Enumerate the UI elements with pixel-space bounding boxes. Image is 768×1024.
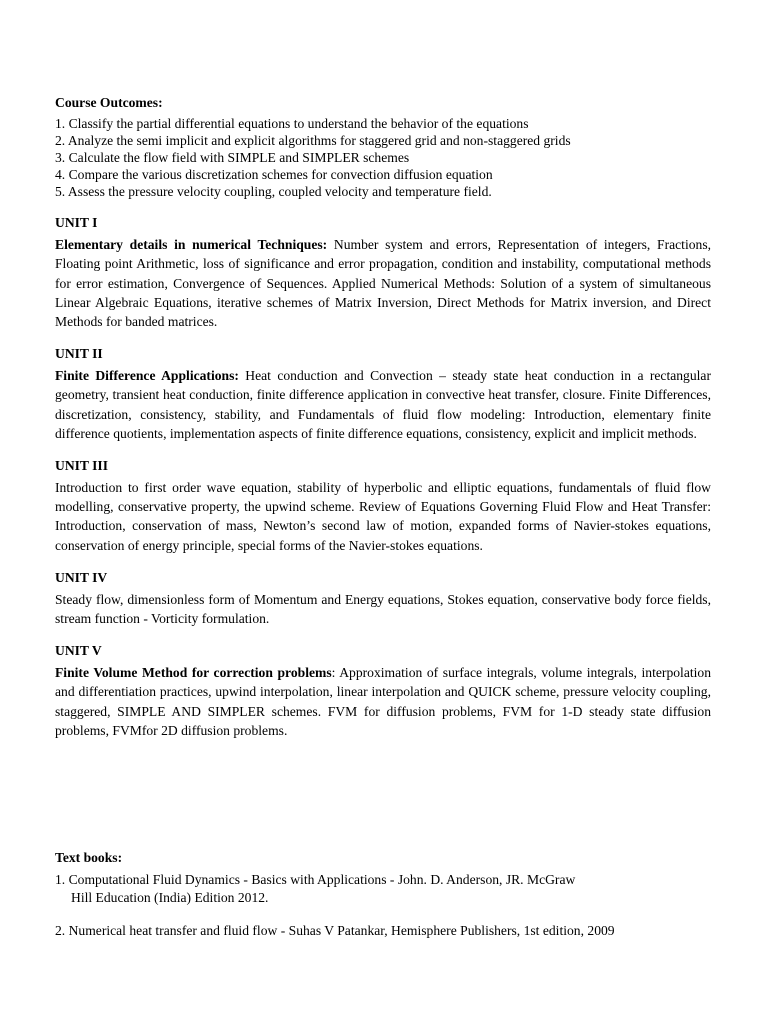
outcome-item: 5. Assess the pressure velocity coupling, coupled velocity and temperature field.	[55, 184, 492, 200]
unit-5-section	[55, 641, 711, 740]
unit-description	[55, 478, 711, 555]
textbooks-section	[55, 849, 711, 940]
unit-topic-heading: Elementary details in numerical Techniques:	[55, 237, 328, 253]
unit-2-section	[55, 344, 711, 443]
textbook-item	[55, 871, 711, 906]
unit-title: UNIT I	[55, 215, 98, 231]
unit-text: Heat conduction and Convection – steady state heat conduction in a rectangular geometry, transient heat conduction, finite difference application in convective heat transfer, closure. Finite Differences, discretization, consistency, stability, and Fundamentals of fluid flow modeling: Introduction, elementary finite difference quotients, implementation aspects of finite difference equations, consistency, explicit and implicit methods.	[55, 368, 711, 441]
unit-description	[55, 366, 711, 443]
outcome-item: 3. Calculate the flow field with SIMPLE and SIMPLER schemes	[55, 150, 410, 166]
course-outcomes-title: Course Outcomes:	[55, 95, 163, 110]
unit-title: UNIT III	[55, 458, 109, 474]
unit-text: Steady flow, dimensionless form of Momentum and Energy equations, Stokes equation, conservative body force fields, stream function - Vorticity formulation.	[55, 591, 711, 627]
outcome-item: 2. Analyze the semi implicit and explicit algorithms for staggered grid and non-staggered grids	[55, 133, 571, 149]
unit-description	[55, 590, 711, 628]
unit-topic-heading: Finite Volume Method for correction problems	[55, 665, 332, 681]
outcome-item: 4. Compare the various discretization schemes for convection diffusion equation	[55, 167, 493, 183]
unit-3-section	[55, 456, 711, 555]
unit-title: UNIT IV	[55, 569, 108, 585]
course-outcomes-section	[55, 93, 711, 200]
unit-topic-heading: Finite Difference Applications:	[55, 368, 239, 384]
unit-4-section	[55, 568, 711, 628]
unit-text: Number system and errors, Representation of integers, Fractions, Floating point Arithmetic, loss of significance and error propagation, condition and instability, computational methods for error estimation, Convergence of Sequences. Applied Numerical Methods: Solution of a system of simultaneous Linear Algebraic Equations, iterative schemes of Matrix Inversion, Direct Methods for Matrix inversion, and Direct Methods for banded matrices.	[55, 237, 712, 330]
unit-description	[55, 235, 711, 331]
textbook-item: 2. Numerical heat transfer and fluid flow - Suhas V Patankar, Hemisphere Publishers, 1st edition, 2009	[55, 923, 615, 938]
textbooks-title: Text books:	[55, 850, 123, 865]
unit-text: Introduction to first order wave equation, stability of hyperbolic and elliptic equations, fundamentals of fluid flow modelling, conservative property, the upwind scheme. Review of Equations Governing Fluid Flow and Heat Transfer: Introduction, conservation of mass, Newton’s second law of motion, expanded forms of Navier-stokes equations, conservation of energy principle, special forms of the Navier-stokes equations.	[55, 480, 711, 553]
unit-text: : Approximation of surface integrals, volume integrals, interpolation and differentiation practices, upwind interpolation, linear interpolation and QUICK scheme, pressure velocity coupling, staggered, SIMPLE AND SIMPLER schemes. FVM for diffusion problems, FVM for 1-D steady state diffusion problems, FVMfor 2D diffusion problems.	[55, 665, 711, 738]
unit-title: UNIT II	[55, 346, 103, 362]
textbook-line: Hill Education (India) Edition 2012.	[71, 889, 269, 905]
unit-1-section	[55, 213, 711, 331]
outcome-item: 1. Classify the partial differential equations to understand the behavior of the equations	[55, 116, 529, 132]
syllabus-content	[55, 93, 711, 740]
textbook-line: 1. Computational Fluid Dynamics - Basics with Applications - John. D. Anderson, JR. McGraw	[55, 872, 576, 887]
unit-description	[55, 663, 711, 740]
unit-title: UNIT V	[55, 643, 102, 659]
